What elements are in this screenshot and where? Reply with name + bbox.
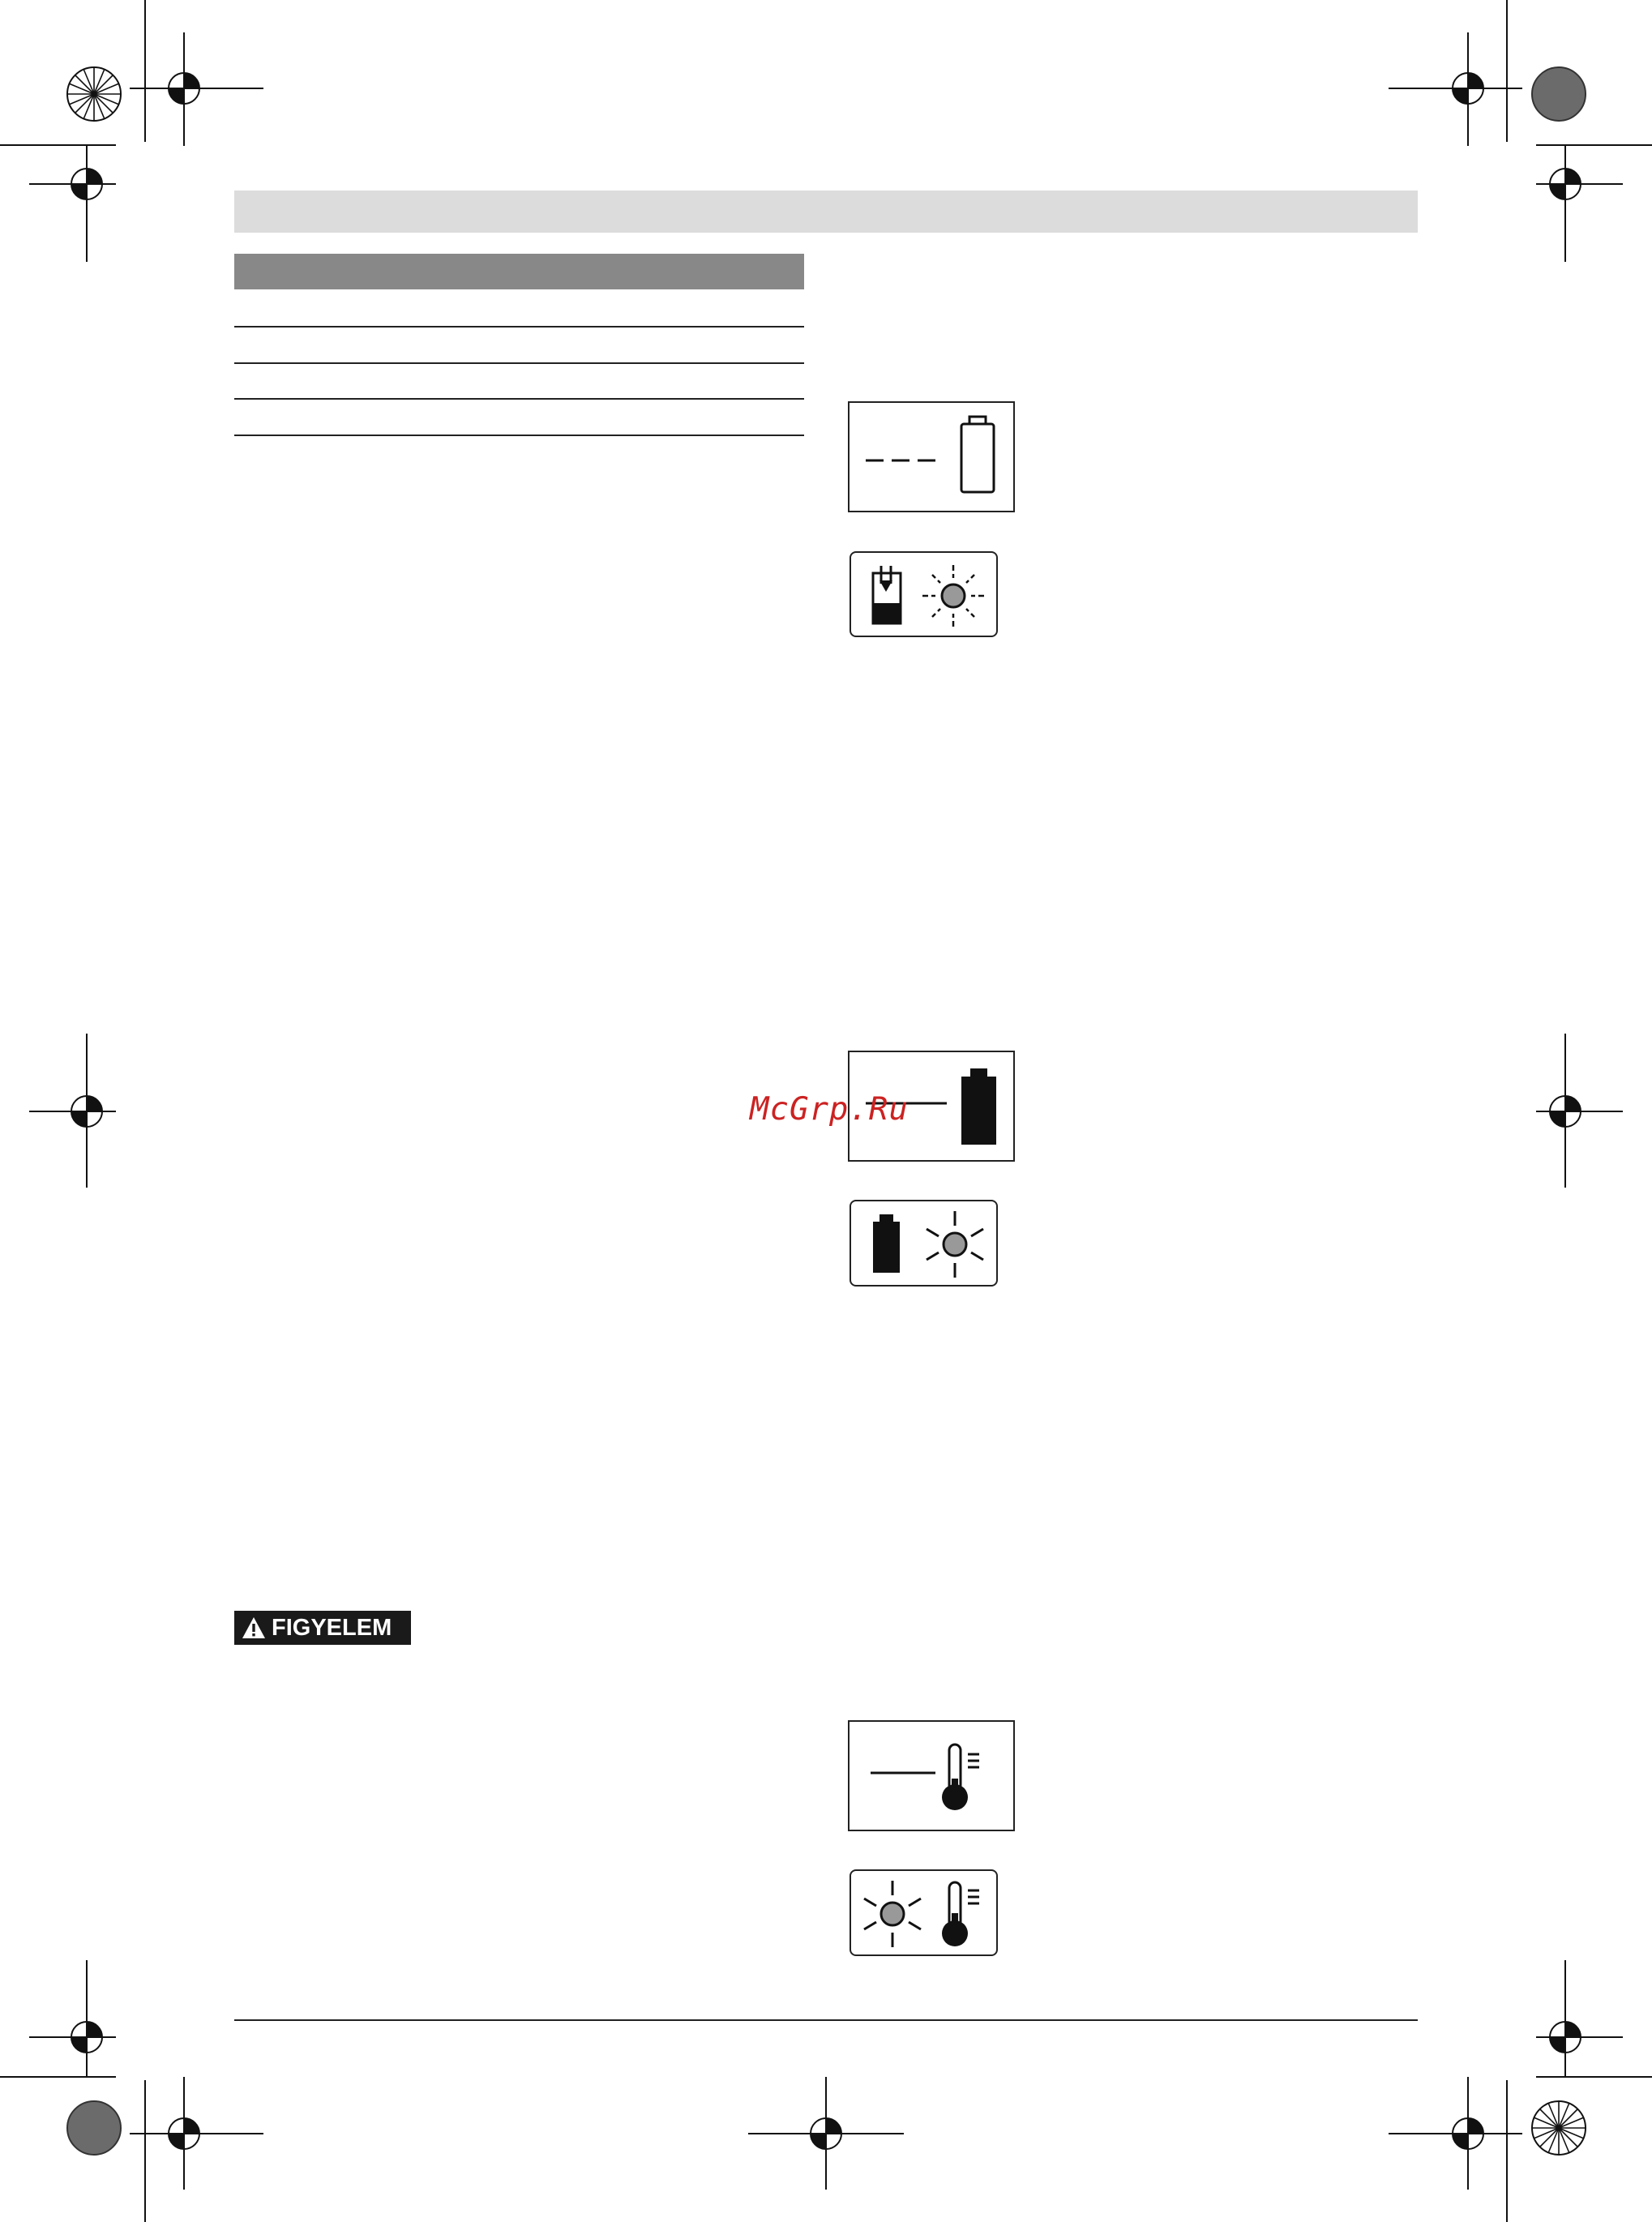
table-row-divider (234, 326, 804, 328)
watermark-text: McGrp.Ru (750, 1091, 909, 1128)
battery-charging-blinking-icon (850, 551, 998, 637)
warning-triangle-icon (241, 1616, 267, 1640)
warning-label: FIGYELEM (272, 1614, 392, 1641)
lamp-temperature-icon (850, 1869, 998, 1956)
battery-full-lamp-icon (850, 1200, 998, 1287)
warning-badge (234, 1611, 411, 1645)
temperature-icon (848, 1720, 1015, 1831)
table-row-divider (234, 435, 804, 436)
footer-rule (234, 2019, 1418, 2021)
battery-empty-dashed-icon (848, 401, 1015, 512)
table-row-divider (234, 398, 804, 400)
table-header (234, 254, 804, 289)
table-row-divider (234, 362, 804, 364)
page-header-bar (234, 191, 1418, 233)
